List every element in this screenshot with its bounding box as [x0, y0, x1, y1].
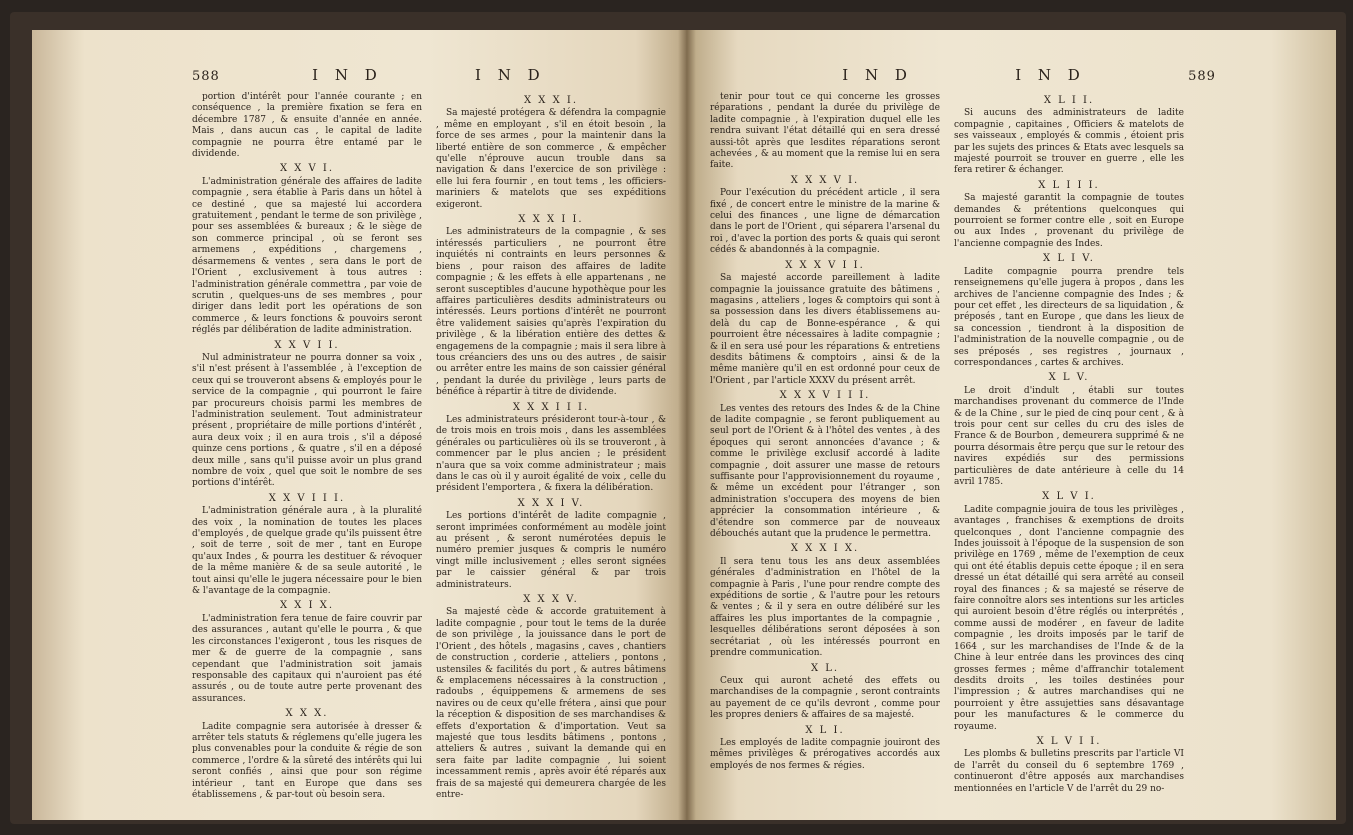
article-paragraph: portion d'intérêt pour l'année courante ; en conséquence , la première fixation se fera en décembre 1787 , & ensuite d'année en année. Mais , dans aucun cas , le capital de ladite compagnie ne pourra être entamé par le dividende.	[192, 92, 422, 160]
article-heading: X L I V.	[1043, 253, 1095, 265]
left-running-head	[192, 66, 668, 84]
article-heading: X X V I I.	[274, 339, 340, 351]
book-spread	[10, 12, 1346, 824]
article-paragraph: Pour l'exécution du précédent article , il sera fixé , de concert entre le ministre de la marine & celui des finances , une ligne de démarcation dans le port de l'Orient , qui séparera l'arsenal du roi , d'avec la portion des ports & quais qui seront cédés & abandonnés à la compagnie.	[710, 188, 940, 256]
article-heading: X L I I I.	[1038, 179, 1100, 191]
right-column-2	[954, 92, 1184, 797]
article-paragraph: Les administrateurs de la compagnie , & ses intéressés particuliers , ne pourront être inquiétés ni contraints en leurs personnes & biens , pour raison des affaires de ladite compagnie ; & les effets à elle appartenans , ne seront susceptibles d'aucune hypothèque pour les affaires particulières desdits administrateurs ou intéressés. Leurs portions d'intérêt ne pourront être validement saisies qu'après l'expiration du privilège , & la libération entière des dettes & engagemens de la compagnie ; mais il sera libre à tous créanciers des uns ou des autres , de saisir ou arrêter entre les mains de son caissier général , pendant la durée du privilège , leurs parts de bénéfice à répartir à titre de dividende.	[436, 227, 666, 398]
article-heading: X L I.	[805, 724, 845, 736]
article-paragraph: L'administration générale des affaires de ladite compagnie , sera établie à Paris dans un hôtel à ce destiné , que sa majesté lui accordera gratuitement , pendant le terme de son privilège , pour ses assemblées & bureaux ; & le siège de son commerce principal , où se feront ses armemens , expéditions , chargemens , désarmemens & ventes , sera dans le port de l'Orient , exclusivement à tous autres : l'administration générale commettra , par voie de scrutin , quelques-uns de ses membres , pour diriger dans ledit port les opérations de son commerce , & leurs fonctions & pouvoirs seront réglés par délibération de ladite administration.	[192, 176, 422, 336]
article-heading: X X X I I I.	[512, 401, 590, 413]
article-paragraph: Sa majesté garantit la compagnie de toutes demandes & prétentions quelconques qui pourroient se former contre elle , soit en Europe ou aux Indes , provenant du privilège de l'ancienne compagnie des Indes.	[954, 193, 1184, 249]
article-paragraph: Les ventes des retours des Indes & de la Chine de ladite compagnie , se feront publiquement au seul port de l'Orient & à l'hôtel des ventes , à des époques qui seront annoncées d'avance ; & comme le privilège exclusif accordé à ladite compagnie , doit assurer une masse de retours suffisante pour l'approvisionnement du royaume , & même un excédent pour l'étranger , son administration s'occupera des moyens de bien apprécier la consommation intérieure , & d'étendre son commerce par de nouveaux débouchés autant que la prudence le permettra.	[710, 403, 940, 540]
article-heading: X X X.	[285, 708, 329, 720]
left-header-word: I N D	[312, 66, 383, 84]
article-paragraph: Sa majesté cède & accorde gratuitement à ladite compagnie , pour tout le tems de la durée de son privilège , la jouissance dans le port de l'Orient , des hôtels , magasins , caves , chantiers de construction , corderie , atteliers , pontons , ustensiles & facilités du port , & autres bâtimens & emplacemens nécessaires à la construction , radoubs , équippemens & armemens de ses navires ou de ceux qu'elle frétera , ainsi que pour la réception & disposition de ses marchandises & effets d'exportation & d'importation. Veut sa majesté que tous lesdits bâtimens , pontons , atteliers & autres , suivant la demande qui en sera faite par ladite compagnie , lui soient incessamment remis , après avoir été réparés aux frais de sa majesté qui demeurera chargée de les entre-	[436, 607, 666, 800]
article-paragraph: Sa majesté protégera & défendra la compagnie , même en employant , s'il en étoit besoin , la force de ses armes , pour la maintenir dans la liberté entière de son commerce , & empêcher qu'elle n'éprouve aucun trouble dans sa navigation & dans l'exercice de son privilège : elle lui fera fournir , en tout tems , les officiers-mariniers & matelots que ses expéditions exigeront.	[436, 108, 666, 210]
right-page	[686, 30, 1336, 820]
article-paragraph: Il sera tenu tous les ans deux assemblées générales d'administration en l'hôtel de la compagnie à Paris , l'une pour rendre compte des expéditions de sortie , & l'autre pour les retours & ventes ; & il y sera en outre délibéré sur les affaires les plus importantes de la compagnie , lesquelles délibérations seront déposées à son secrétariat , où les intéressés pourront en prendre communication.	[710, 556, 940, 659]
right-column-1	[710, 92, 940, 797]
right-header-word: I N D	[842, 66, 913, 84]
article-paragraph: Les administrateurs présideront tour-à-tour , & de trois mois en trois mois , dans les assemblées générales ou particulières où ils se trouveront , à commencer par le plus ancien ; le président n'aura que sa voix comme administrateur ; mais dans le cas où il y auroit égalité de voix , celle du président l'emportera , & fixera la délibération.	[436, 414, 666, 494]
article-paragraph: Les portions d'intérêt de ladite compagnie , seront imprimées conformément au modèle joint au présent , & seront numérotées depuis le numéro premier jusques & compris le numéro vingt mille inclusivement ; elles seront signées par le caissier général & par trois administrateurs.	[436, 511, 666, 590]
article-heading: X L V.	[1048, 372, 1090, 384]
article-paragraph: Ladite compagnie pourra prendre tels renseignemens qu'elle jugera à propos , dans les archives de l'ancienne compagnie des Indes ; & pour cet effet , les directeurs de sa liquidation , & préposés , tant en Europe , que dans les lieux de sa concession , tiendront à la disposition de l'administration de la nouvelle compagnie , ou de ses préposés , ses registres , journaux , correspondances , cartes & archives.	[954, 266, 1184, 368]
article-paragraph: Nul administrateur ne pourra donner sa voix , s'il n'est présent à l'assemblée , à l'exception de ceux qui se trouveront absens & employés pour le service de la compagnie , qui pourront le faire par procureurs choisis parmi les membres de l'administration seulement. Tout administrateur présent , propriétaire de mille portions d'intérêt , aura deux voix ; il en aura trois , s'il a déposé quinze cens portions , & quatre , s'il en a déposé deux mille , sans qu'il puisse avoir un plus grand nombre de voix , quel que soit le nombre de ses portions d'intérêt.	[192, 352, 422, 489]
article-heading: X X V I I I.	[268, 492, 346, 504]
article-paragraph: Ladite compagnie sera autorisée à dresser & arrêter tels statuts & réglemens qu'elle jugera les plus convenables pour la conduite & régie de son commerce , l'ordre & la sûreté des intérêts qui lui seront confiés , ainsi que pour son régime intérieur , tant en Europe que dans ses établissemens , & par-tout où besoin sera.	[192, 721, 422, 800]
article-heading: X L V I.	[1042, 491, 1096, 503]
article-paragraph: Le droit d'indult , établi sur toutes marchandises provenant du commerce de l'Inde & de la Chine , sur le pied de cinq pour cent , & à trois pour cent sur celles du cru des isles de France & de Bourbon , demeurera supprimé & ne pourra désormais être perçu que sur le retour des navires expédiés sur des permissions particulières de date antérieure à celle du 14 avril 1785.	[954, 385, 1184, 487]
left-page	[32, 30, 688, 820]
article-heading: X X I X.	[279, 600, 335, 612]
article-heading: X X X V I I.	[785, 259, 865, 271]
article-paragraph: L'administration générale aura , à la pluralité des voix , la nomination de toutes les places d'employés , de quelque grade qu'ils puissent être , soit de terre , soit de mer , tant en Europe qu'aux Indes , & pourra les destituer & révoquer de la même manière & de sa seule autorité , le tout ainsi qu'elle le jugera nécessaire pour le bien & l'avantage de la compagnie.	[192, 506, 422, 597]
article-heading: X X X V I I I.	[779, 390, 871, 402]
article-paragraph: Si aucuns des administrateurs de ladite compagnie , capitaines , Officiers & matelots de ses vaisseaux , employés & commis , étoient pris par les sujets des princes & Etats avec lesquels sa majesté pourroit se trouver en guerre , elle les fera retirer & échanger.	[954, 108, 1185, 176]
article-paragraph: Les plombs & bulletins prescrits par l'article VI de l'arrêt du conseil du 6 septembre 1769 , continueront d'être apposés aux marchandises mentionnées en l'article V de l'arrêt du 29 no-	[954, 749, 1184, 794]
article-heading: X X X I X.	[790, 543, 860, 555]
article-paragraph: Sa majesté accorde pareillement à ladite compagnie la jouissance gratuite des bâtimens , magasins , atteliers , loges & comptoirs qui sont à sa possession dans les divers établissemens au-delà du cap de Bonne-espérance , & qui pourroient être nécessaires à ladite compagnie ; & il en sera usé pour les réparations & entretiens desdits bâtimens & comptoirs , ainsi & de la même manière qu'il en est ordonné pour ceux de l'Orient , par l'article XXXV du présent arrêt.	[710, 273, 940, 386]
article-paragraph: Ceux qui auront acheté des effets ou marchandises de la compagnie , seront contraints au payement de ce qu'ils devront , comme pour les propres deniers & affaires de sa majesté.	[710, 675, 940, 721]
article-heading: X X X I I.	[518, 214, 584, 226]
left-column-1	[192, 92, 422, 803]
right-header-word-2: I N D	[1015, 66, 1086, 84]
article-heading: X X X V I.	[790, 174, 860, 186]
article-heading: X X X V.	[523, 594, 579, 606]
article-paragraph: L'administration fera tenue de faire couvrir par des assurances , autant qu'elle le pourra , & que les circonstances l'exigeront , tous les risques de mer & de guerre de la compagnie , sans cependant que l'administration soit jamais responsable des capitaux qui n'auroient pas été assurés , ou de toute autre perte provenant des assurances.	[192, 613, 422, 704]
right-page-number: 589	[1188, 69, 1216, 84]
article-heading: X L I I.	[1043, 95, 1095, 106]
book-gutter	[678, 30, 696, 820]
left-page-number: 588	[192, 69, 220, 84]
article-paragraph: Ladite compagnie jouira de tous les privilèges , avantages , franchises & exemptions de droits quelconques , dont l'ancienne compagnie des Indes jouissoit à l'époque de la suspension de son privilège en 1769 , même de l'exemption de ceux qui ont été établis depuis cette époque ; il en sera dressé un état détaillé qui sera arrêté au conseil royal des finances ; & sa majesté se réserve de faire connoître alors ses intentions sur les articles qui auroient besoin d'être réglés ou interprétés , comme aussi de modérer , en faveur de ladite compagnie , les droits imposés par le tarif de 1664 , sur les marchandises de l'Inde & de la Chine à leur entrée dans les provinces des cinq grosses fermes ; même d'affranchir totalement desdits droits , les toiles destinées pour l'impression ; & autres marchandises qui ne pourroient y être assujetties sans désavantage pour les manufactures & le commerce du royaume.	[954, 504, 1184, 732]
article-heading: X X V I.	[279, 163, 335, 175]
left-column-2	[436, 92, 666, 803]
article-heading: X L V I I.	[1036, 735, 1102, 747]
article-heading: X L.	[810, 662, 840, 674]
article-heading: X X X I V.	[517, 497, 585, 509]
left-header-word-2: I N D	[475, 66, 546, 84]
right-running-head	[710, 66, 1216, 84]
article-paragraph: Les employés de ladite compagnie jouiront des mêmes privilèges & prérogatives accordés aux employés de nos fermes & régies.	[710, 737, 940, 771]
article-heading: X X X I.	[523, 95, 579, 106]
article-paragraph: tenir pour tout ce qui concerne les grosses réparations , pendant la durée du privilège de ladite compagnie , à l'expiration duquel elle les rendra suivant l'état détaillé qui en sera dressé aussi-tôt après que lesdites réparations seront achevées , & au moment que la remise lui en sera faite.	[710, 92, 940, 171]
